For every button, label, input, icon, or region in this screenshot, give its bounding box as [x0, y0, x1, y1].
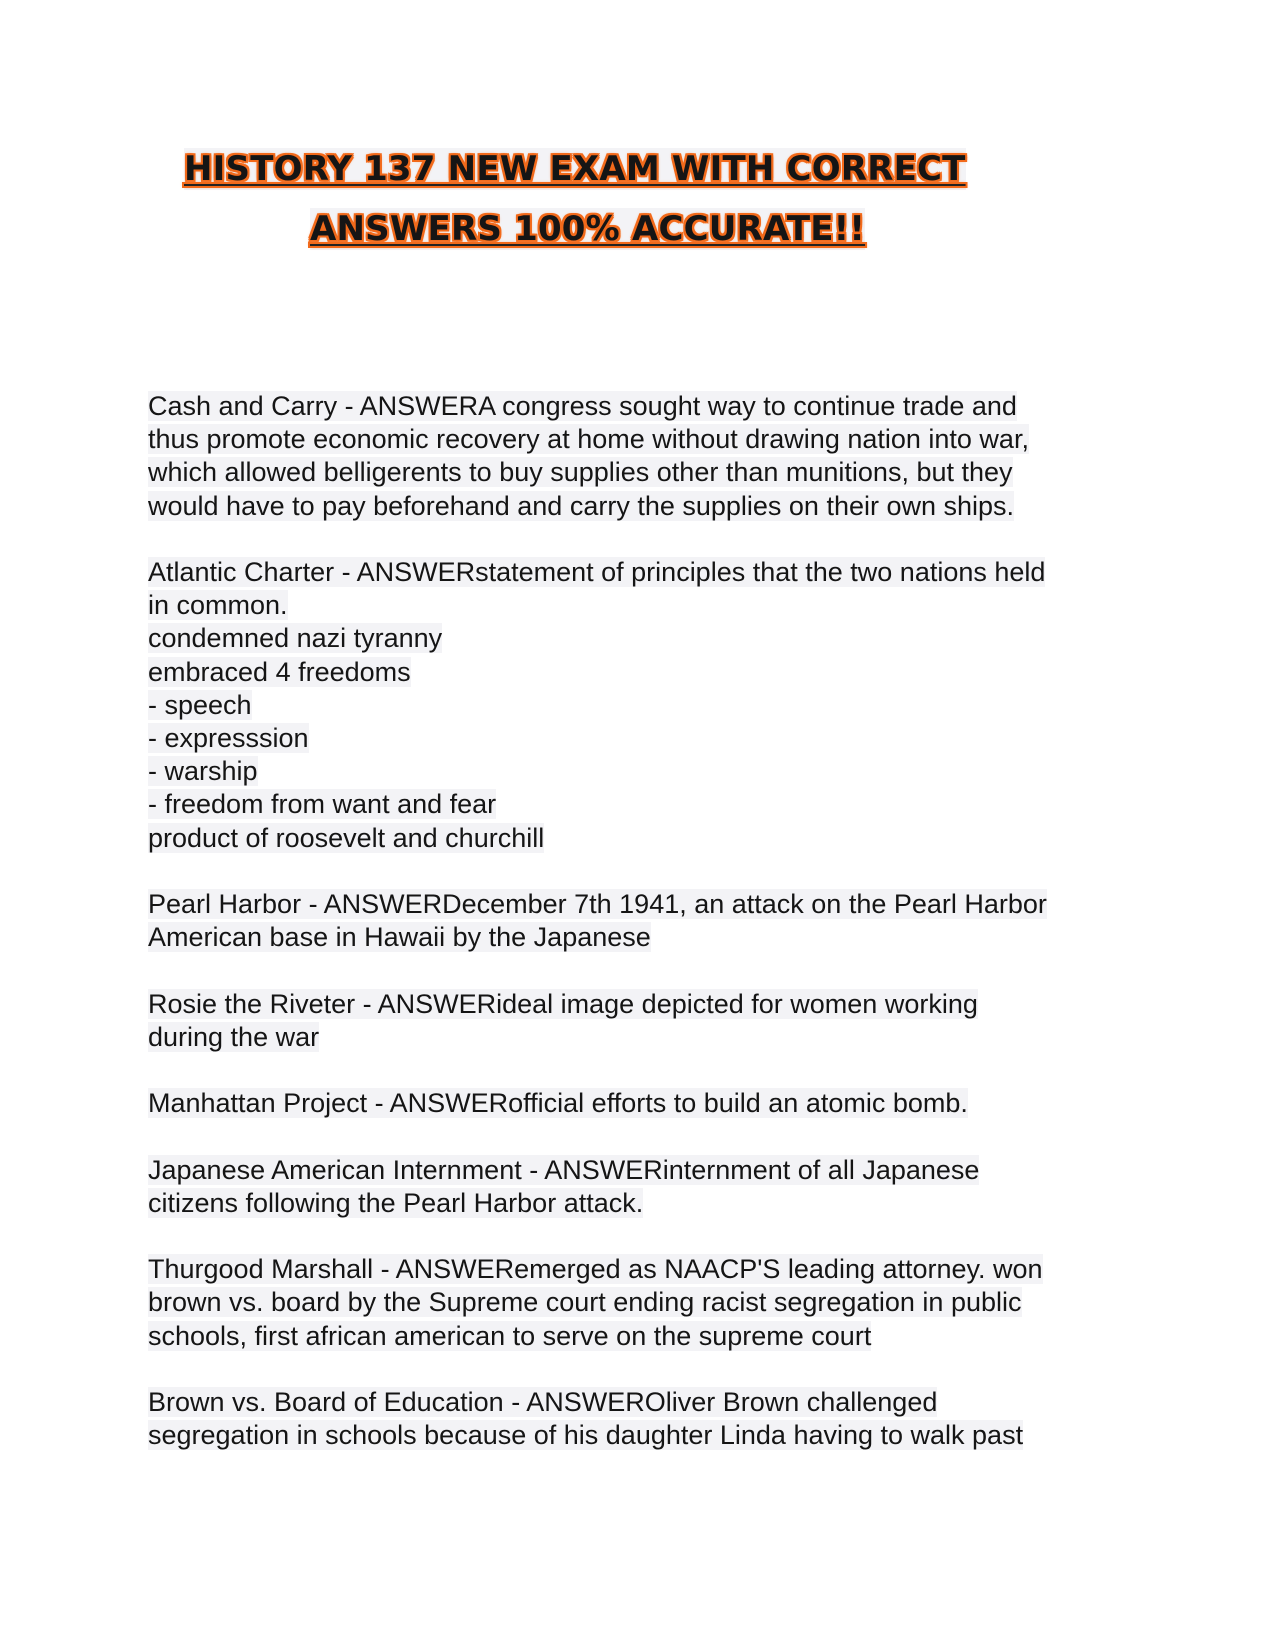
entry-line-text: condemned nazi tyranny: [148, 623, 443, 654]
entry-line-text: Atlantic Charter - ANSWERstatement of principles that the two nations held: [148, 557, 1046, 587]
entry-line: [148, 1021, 1148, 1054]
title-line-1: HISTORY 137 NEW EXAM WITH CORRECT: [184, 149, 966, 189]
entry-line-text: product of roosevelt and churchill: [148, 822, 545, 853]
entry-line-text: - speech: [148, 689, 252, 720]
title-line-2: ANSWERS 100% ACCURATE!!: [310, 209, 866, 249]
entry-line: [148, 1253, 1148, 1286]
entry-line-text: schools, first african american to serve on the supreme court: [148, 1320, 872, 1351]
entry-line: [148, 1386, 1148, 1419]
entry-line: [148, 656, 1148, 689]
entry-line: [148, 1286, 1148, 1319]
entry-line: [148, 1320, 1148, 1353]
entry-line: [148, 689, 1148, 722]
entry-line-text: Japanese American Internment - ANSWERinternment of all Japanese: [148, 1154, 980, 1185]
entry-line-text: which allowed belligerents to buy supplies other than munitions, but they: [148, 457, 1013, 488]
entry-line-text: Rosie the Riveter - ANSWERideal image depicted for women working: [148, 988, 978, 1019]
entry-line: [148, 390, 1148, 423]
entry-line-text: during the war: [148, 1021, 320, 1052]
entry-line-text: citizens following the Pearl Harbor attack.: [148, 1187, 644, 1218]
qa-entry: [148, 1087, 1148, 1120]
entry-line: [148, 622, 1148, 655]
entry-line-text: segregation in schools because of his daughter Linda having to walk past: [148, 1420, 1024, 1451]
qa-entry: [148, 988, 1148, 1054]
document-body: [148, 390, 1148, 1486]
qa-entry: [148, 1386, 1148, 1452]
qa-entry: [148, 1253, 1148, 1353]
entry-line-text: Pearl Harbor - ANSWERDecember 7th 1941, an attack on the Pearl Harbor: [148, 889, 1047, 920]
entry-line-text: - freedom from want and fear: [148, 789, 497, 820]
entry-line: [148, 755, 1148, 788]
entry-line: [148, 1087, 1148, 1120]
entry-line-text: Brown vs. Board of Education - ANSWEROliver Brown challenged: [148, 1386, 938, 1417]
entry-line: [148, 988, 1148, 1021]
entry-line-text: American base in Hawaii by the Japanese: [148, 922, 651, 953]
qa-entry: [148, 390, 1148, 523]
entry-line: [148, 788, 1148, 821]
entry-line-text: thus promote economic recovery at home without drawing nation into war,: [148, 424, 1029, 455]
entry-line: [148, 888, 1148, 921]
entry-line-text: Thurgood Marshall - ANSWERemerged as NAACP'S leading attorney. won: [148, 1254, 1043, 1285]
entry-line-text: - warship: [148, 756, 258, 787]
entry-line: [148, 1187, 1148, 1220]
entry-line: [148, 822, 1148, 855]
entry-line: [148, 490, 1148, 523]
entry-line-text: embraced 4 freedoms: [148, 656, 411, 687]
entry-line: [148, 589, 1148, 622]
entry-line-text: in common.: [148, 590, 288, 621]
entry-line: [148, 556, 1148, 589]
qa-entry: [148, 888, 1148, 954]
entry-line-text: Cash and Carry - ANSWERA congress sought way to continue trade and: [148, 391, 1017, 421]
entry-line-text: would have to pay beforehand and carry the supplies on their own ships.: [148, 490, 1015, 521]
entry-line: [148, 423, 1148, 456]
entry-line-text: Manhattan Project - ANSWERofficial efforts to build an atomic bomb.: [148, 1088, 968, 1119]
qa-entry: [148, 1154, 1148, 1220]
entry-line: [148, 722, 1148, 755]
entry-line: [148, 456, 1148, 489]
entry-line: [148, 921, 1148, 954]
entry-line: [148, 1419, 1148, 1452]
entry-line: [148, 1154, 1148, 1187]
entry-line-text: brown vs. board by the Supreme court ending racist segregation in public: [148, 1287, 1022, 1318]
qa-entry: [148, 556, 1148, 855]
entry-line-text: - expresssion: [148, 723, 309, 754]
